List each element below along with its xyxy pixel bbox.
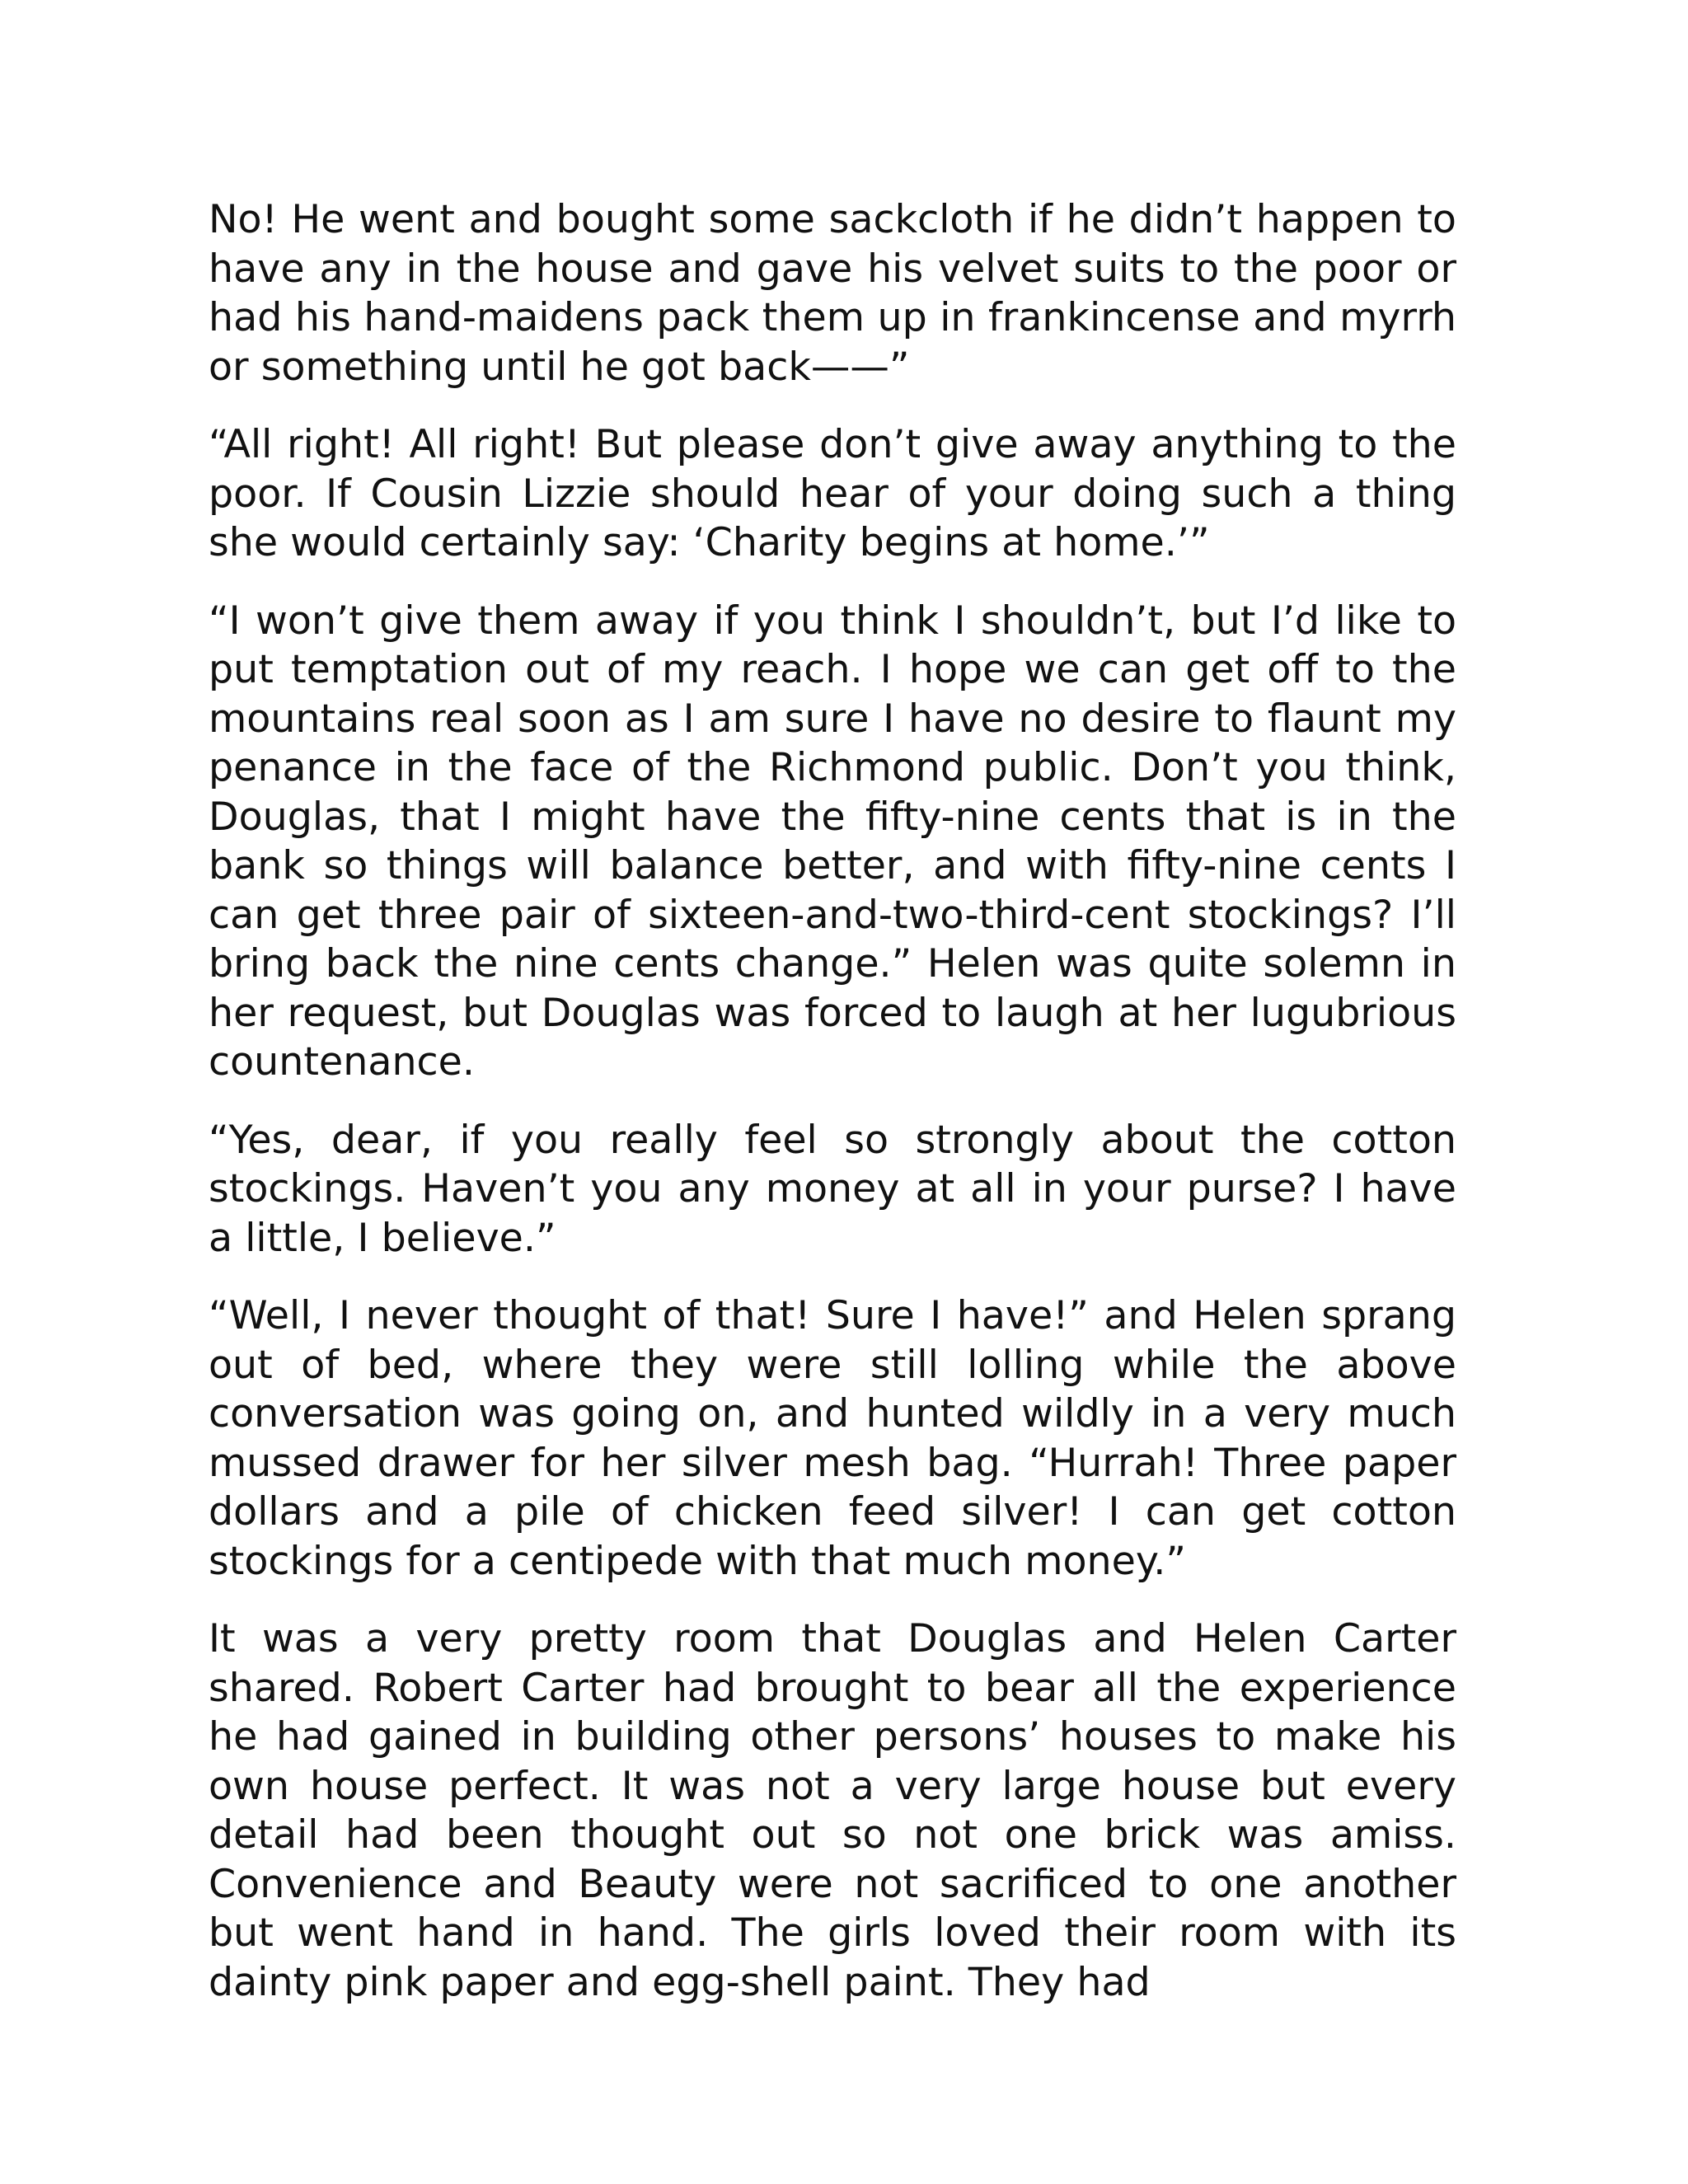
paragraph: It was a very pretty room that Douglas and Helen Carter shared. Robert Carter had brought to bear all the experience he had gained in building other persons’ houses to make his own house perfect. It was not a very large house but every detail had been thought out so not one brick was amiss. Convenience and Beauty were not sacrificed to one another but went hand in hand. The girls loved their room with its dainty pink paper and egg-shell paint. They had: [209, 1616, 1456, 2005]
paragraph: “I won’t give them away if you think I shouldn’t, but I’d like to put temptation out of my reach. I hope we can get off to the mountains real soon as I am sure I have no desire to flaunt my penance in the face of the Richmond public. Don’t you think, Douglas, that I might have the fifty-nine cents that is in the bank so things will balance better, and with fifty-nine cents I can get three pair of sixteen-and-two-third-cent stockings? I’ll bring back the nine cents change.” Helen was quite solemn in her request, but Douglas was forced to laugh at her lugubrious countenance.: [209, 598, 1456, 1085]
paragraph: “All right! All right! But please don’t give away anything to the poor. If Cousin Lizzie should hear of your doing such a thing she would certainly say: ‘Charity begins at home.’”: [209, 422, 1456, 565]
paragraph: No! He went and bought some sackcloth if he didn’t happen to have any in the house and gave his velvet suits to the poor or had his hand-maidens pack them up in frankincense and myrrh or something until he got back——”: [209, 197, 1456, 390]
page-body: [209, 195, 1456, 2036]
paragraph: “Yes, dear, if you really feel so strongly about the cotton stockings. Haven’t you any money at all in your purse? I have a little, I believe.”: [209, 1117, 1456, 1261]
paragraph: “Well, I never thought of that! Sure I have!” and Helen sprang out of bed, where they were still lolling while the above conversation was going on, and hunted wildly in a very much mussed drawer for her silver mesh bag. “Hurrah! Three paper dollars and a pile of chicken feed silver! I can get cotton stockings for a centipede with that much money.”: [209, 1293, 1456, 1584]
